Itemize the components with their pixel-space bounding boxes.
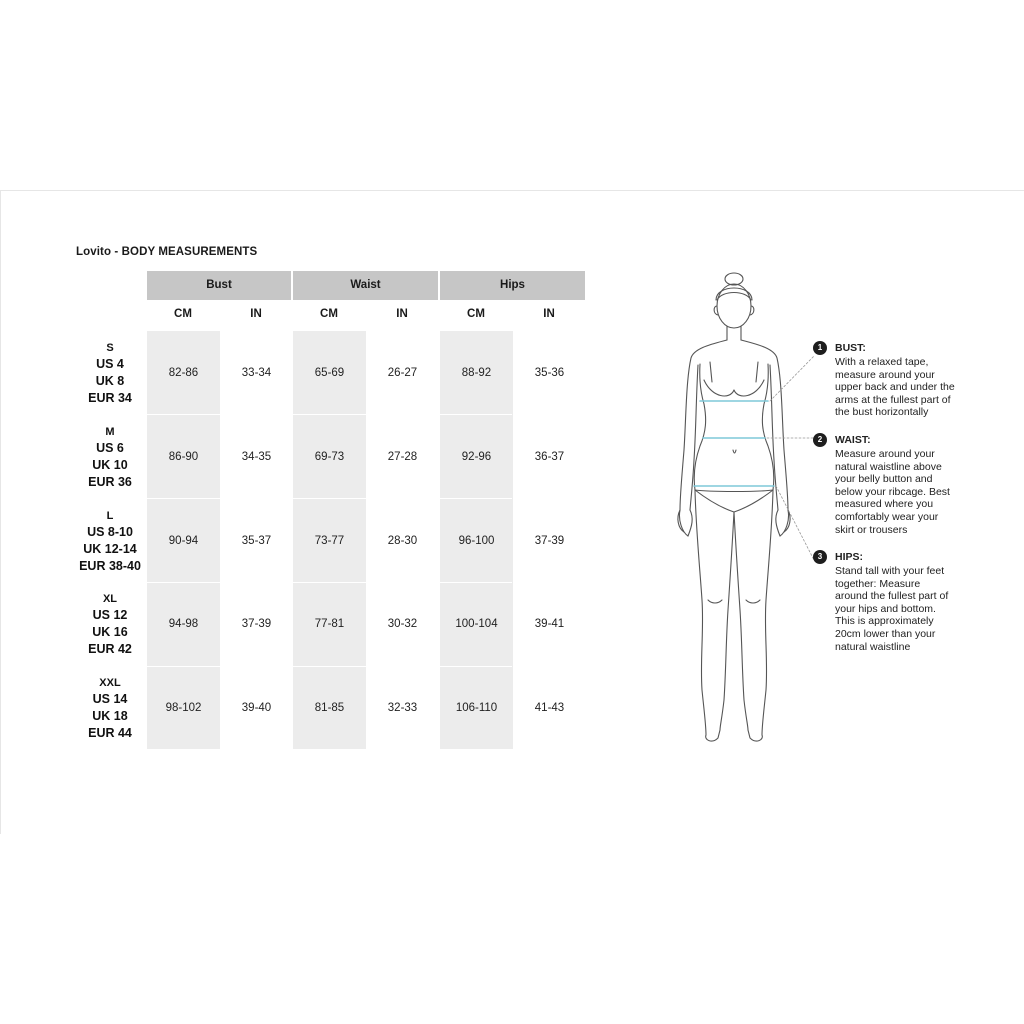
unit-header-hips-in: IN xyxy=(543,308,555,320)
row-divider xyxy=(147,414,512,415)
size-label-l xyxy=(60,508,160,575)
table-cell: 37-39 xyxy=(534,535,565,547)
unit-header-bust-cm: CM xyxy=(174,308,192,320)
step-number-badge: 3 xyxy=(813,550,827,564)
annotation-line: With a relaxed tape, xyxy=(835,356,929,368)
group-header-bust: Bust xyxy=(147,271,291,300)
table-cell: 88-92 xyxy=(461,367,492,379)
annotation-line: Measure around your xyxy=(835,448,935,460)
step-number-badge: 1 xyxy=(813,341,827,355)
table-cell: 82-86 xyxy=(168,367,199,379)
size-uk: UK 16 xyxy=(92,625,128,639)
row-divider xyxy=(147,582,512,583)
annotation-line: skirt or trousers xyxy=(835,523,908,536)
row-divider xyxy=(147,498,512,499)
table-cell: 86-90 xyxy=(168,451,199,463)
annotation-line: measured where you xyxy=(835,498,934,511)
annotation-heading: WAIST: xyxy=(835,434,871,446)
annotation-line: your hips and bottom. xyxy=(835,602,936,615)
size-eur: EUR 42 xyxy=(88,642,132,656)
size-label-xxl xyxy=(60,675,160,742)
annotation-line: natural waistline above xyxy=(835,460,942,473)
unit-header-waist-in: IN xyxy=(396,308,408,320)
table-cell: 94-98 xyxy=(168,618,199,630)
unit-header-bust-in: IN xyxy=(250,308,262,320)
table-cell: 98-102 xyxy=(165,702,202,714)
step-number-badge: 2 xyxy=(813,433,827,447)
size-us: US 8-10 xyxy=(87,525,133,539)
size-name: L xyxy=(106,510,114,522)
size-eur: EUR 38-40 xyxy=(79,559,141,573)
size-us: US 4 xyxy=(96,357,124,371)
annotation-line: Stand tall with your feet xyxy=(835,565,945,577)
table-cell: 73-77 xyxy=(314,535,345,547)
size-name: S xyxy=(106,342,114,354)
table-cell: 34-35 xyxy=(241,451,272,463)
table-cell: 69-73 xyxy=(314,451,345,463)
table-cell: 32-33 xyxy=(387,702,418,714)
table-cell: 41-43 xyxy=(534,702,565,714)
annotation-text xyxy=(835,565,975,653)
table-cell: 39-40 xyxy=(241,702,272,714)
table-cell: 35-36 xyxy=(534,367,565,379)
annotation-line: comfortably wear your xyxy=(835,510,939,523)
table-cell: 26-27 xyxy=(387,367,418,379)
unit-header-waist-cm: CM xyxy=(320,308,338,320)
size-us: US 12 xyxy=(92,608,128,622)
table-cell: 96-100 xyxy=(458,535,495,547)
annotation-line: measure around your xyxy=(835,368,935,381)
size-eur: EUR 34 xyxy=(88,391,132,405)
group-header-waist: Waist xyxy=(293,271,438,300)
size-label-m xyxy=(60,424,160,491)
table-cell: 90-94 xyxy=(168,535,199,547)
size-label-s xyxy=(60,340,160,407)
annotation-line: around the fullest part of xyxy=(835,590,949,603)
annotation-line: upper back and under the xyxy=(835,381,955,394)
annotation-line: arms at the fullest part of xyxy=(835,393,951,406)
size-us: US 14 xyxy=(92,692,128,706)
annotation-line: the bust horizontally xyxy=(835,406,929,419)
table-cell: 100-104 xyxy=(455,618,498,630)
annotation-heading: BUST: xyxy=(835,342,866,354)
table-cell: 39-41 xyxy=(534,618,565,630)
annotation-line: your belly button and xyxy=(835,473,933,486)
size-name: XL xyxy=(102,593,118,605)
annotation-line: 20cm lower than your xyxy=(835,627,936,640)
annotation-text xyxy=(835,356,975,419)
size-name: XXL xyxy=(99,677,121,689)
table-cell: 65-69 xyxy=(314,367,345,379)
table-cell: 35-37 xyxy=(241,535,272,547)
size-uk: UK 12-14 xyxy=(83,542,137,556)
table-cell: 37-39 xyxy=(241,618,272,630)
female-body-outline-icon xyxy=(660,270,820,750)
size-uk: UK 18 xyxy=(92,709,128,723)
annotation-text xyxy=(835,448,975,536)
table-cell: 36-37 xyxy=(534,451,565,463)
annotation-line: below your ribcage. Best xyxy=(835,485,950,498)
annotation-line: together: Measure xyxy=(835,577,921,590)
size-uk: UK 8 xyxy=(95,374,125,388)
size-eur: EUR 44 xyxy=(88,726,132,740)
size-label-xl xyxy=(60,591,160,658)
row-divider xyxy=(147,666,512,667)
size-name: M xyxy=(105,426,115,438)
table-cell: 106-110 xyxy=(455,702,498,714)
size-uk: UK 10 xyxy=(92,458,128,472)
table-cell: 27-28 xyxy=(387,451,418,463)
annotation-heading: HIPS: xyxy=(835,551,864,563)
table-cell: 30-32 xyxy=(387,618,418,630)
size-us: US 6 xyxy=(96,441,124,455)
size-eur: EUR 36 xyxy=(88,475,132,489)
annotation-line: This is approximately xyxy=(835,615,934,628)
table-cell: 28-30 xyxy=(387,535,418,547)
annotation-line: natural waistline xyxy=(835,640,911,653)
table-cell: 92-96 xyxy=(461,451,492,463)
chart-title: Lovito - BODY MEASUREMENTS xyxy=(76,246,258,258)
table-cell: 77-81 xyxy=(314,618,345,630)
unit-header-hips-cm: CM xyxy=(467,308,485,320)
table-cell: 33-34 xyxy=(241,367,272,379)
table-cell: 81-85 xyxy=(314,702,345,714)
group-header-hips: Hips xyxy=(440,271,585,300)
